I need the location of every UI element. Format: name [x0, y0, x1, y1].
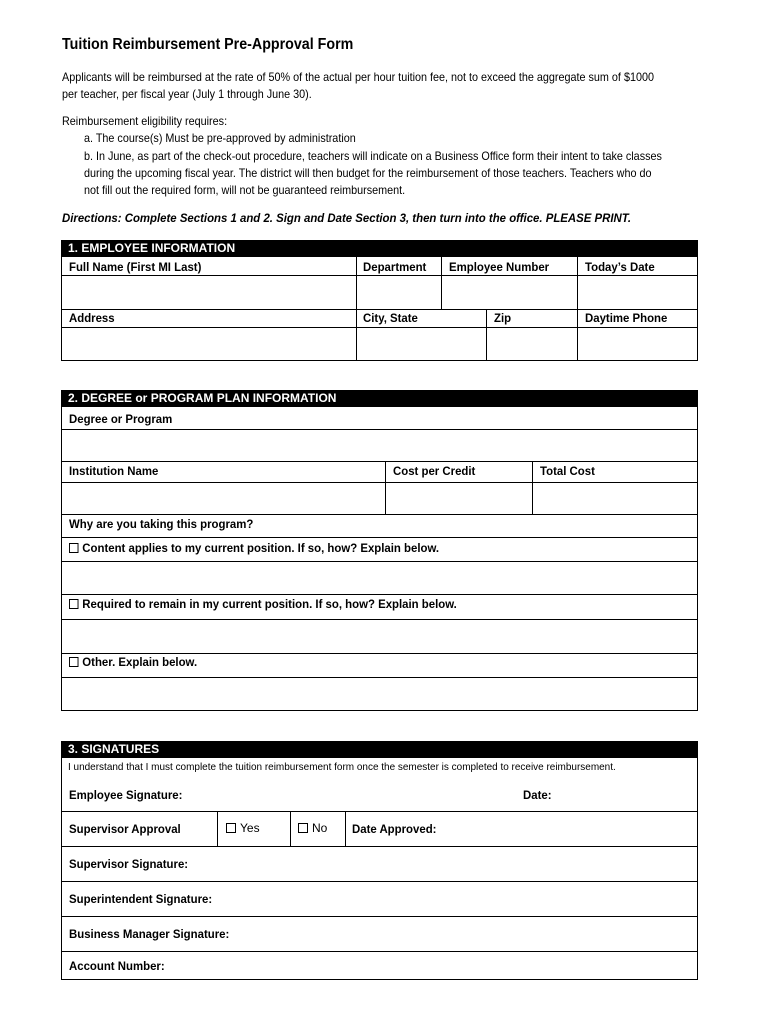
supervisor-signature-label[interactable]: Supervisor Signature:: [69, 857, 189, 871]
cost-per-credit-label: Cost per Credit: [393, 464, 476, 478]
section2-header: 2. DEGREE or PROGRAM PLAN INFORMATION: [61, 390, 698, 407]
intro-line-1: Applicants will be reimbursed at the rate of 50% of the actual per hour tuition fee, not to exceed the aggregate sum of $1000: [62, 70, 654, 84]
option-content[interactable]: Content applies to my current position. If so, how? Explain below.: [69, 541, 439, 555]
full-name-label: Full Name (First MI Last): [69, 260, 202, 274]
approval-yes[interactable]: Yes: [226, 821, 260, 835]
content-explanation-field[interactable]: [62, 562, 697, 594]
address-field[interactable]: [62, 328, 356, 360]
degree-label: Degree or Program: [69, 412, 173, 426]
zip-label: Zip: [494, 311, 512, 325]
business-manager-signature-label[interactable]: Business Manager Signature:: [69, 927, 230, 941]
employee-signature-label[interactable]: Employee Signature:: [69, 788, 183, 802]
employee-number-field[interactable]: [442, 276, 577, 309]
section1-header: 1. EMPLOYEE INFORMATION: [61, 240, 698, 257]
institution-label: Institution Name: [69, 464, 159, 478]
address-label: Address: [69, 311, 115, 325]
cost-per-credit-field[interactable]: [386, 483, 532, 514]
institution-field[interactable]: [62, 483, 385, 514]
approval-no[interactable]: No: [298, 821, 327, 835]
other-explanation-field[interactable]: [62, 678, 697, 710]
date-approved-label[interactable]: Date Approved:: [352, 822, 437, 836]
total-cost-label: Total Cost: [540, 464, 595, 478]
eligibility-item-b-line1: b. In June, as part of the check-out procedure, teachers will indicate on a Business Office form their intent to take classes: [84, 149, 662, 163]
checkbox-icon[interactable]: [226, 823, 236, 833]
department-field[interactable]: [357, 276, 441, 309]
city-state-label: City, State: [363, 311, 418, 325]
supervisor-approval-label: Supervisor Approval: [69, 822, 181, 836]
full-name-field[interactable]: [62, 276, 356, 309]
city-state-field[interactable]: [357, 328, 486, 360]
checkbox-icon[interactable]: [69, 543, 79, 553]
checkbox-icon[interactable]: [298, 823, 308, 833]
directions: Directions: Complete Sections 1 and 2. Sign and Date Section 3, then turn into the office. PLEASE PRINT.: [62, 211, 632, 225]
option-required[interactable]: Required to remain in my current position. If so, how? Explain below.: [69, 597, 457, 611]
signature-statement: I understand that I must complete the tuition reimbursement form once the semester is completed to receive reimbursement.: [68, 761, 616, 773]
eligibility-heading: Reimbursement eligibility requires:: [62, 114, 228, 128]
required-explanation-field[interactable]: [62, 620, 697, 653]
todays-date-label: Today’s Date: [585, 260, 655, 274]
checkbox-icon[interactable]: [69, 657, 79, 667]
why-label: Why are you taking this program?: [69, 517, 254, 531]
employee-number-label: Employee Number: [449, 260, 550, 274]
intro-line-2: per teacher, per fiscal year (July 1 through June 30).: [62, 87, 312, 101]
eligibility-item-b-line2: during the upcoming fiscal year. The district will then budget for the reimbursement of those teachers. Teachers who do: [84, 166, 652, 180]
page-title: Tuition Reimbursement Pre-Approval Form: [62, 36, 354, 53]
eligibility-item-a: a. The course(s) Must be pre-approved by administration: [84, 131, 356, 145]
eligibility-item-b-line3: not fill out the required form, will not be guaranteed reimbursement.: [84, 183, 406, 197]
checkbox-icon[interactable]: [69, 599, 79, 609]
degree-field[interactable]: [62, 430, 697, 461]
daytime-phone-label: Daytime Phone: [585, 311, 668, 325]
todays-date-field[interactable]: [578, 276, 697, 309]
signature-date-label[interactable]: Date:: [523, 788, 552, 802]
section3-header: 3. SIGNATURES: [61, 741, 698, 758]
account-number-label[interactable]: Account Number:: [69, 959, 165, 973]
total-cost-field[interactable]: [533, 483, 697, 514]
option-other[interactable]: Other. Explain below.: [69, 655, 197, 669]
daytime-phone-field[interactable]: [578, 328, 697, 360]
department-label: Department: [363, 260, 427, 274]
zip-field[interactable]: [487, 328, 577, 360]
superintendent-signature-label[interactable]: Superintendent Signature:: [69, 892, 213, 906]
